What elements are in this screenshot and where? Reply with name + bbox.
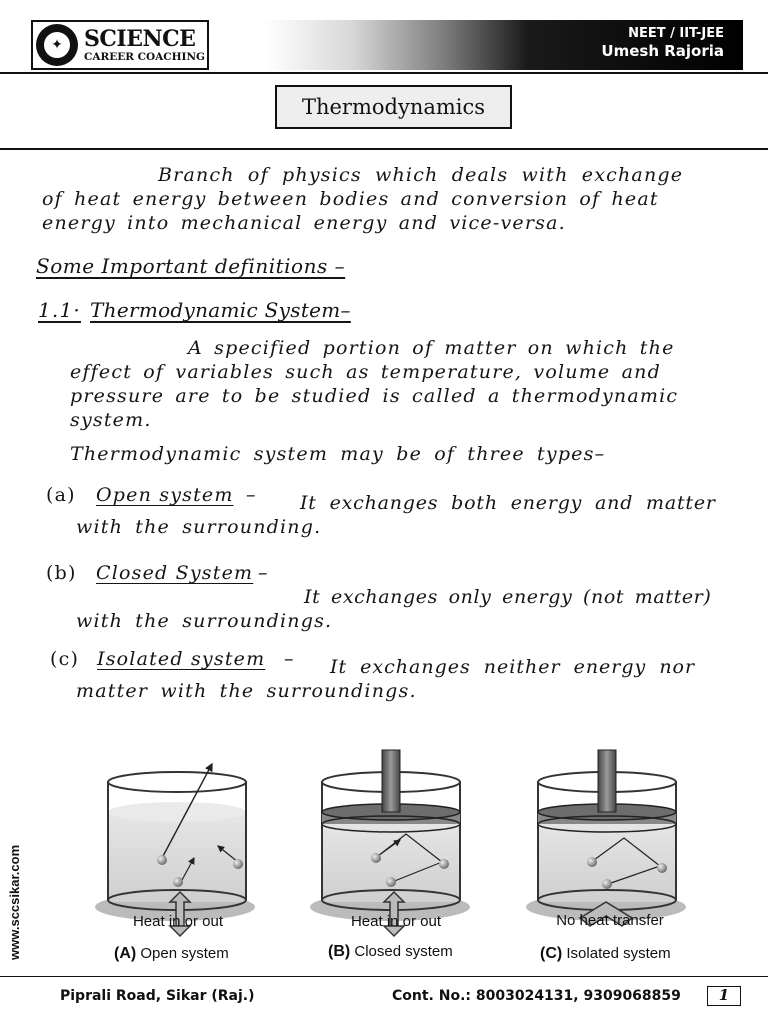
definition-line-4: system. bbox=[70, 409, 152, 431]
type-b-name: Closed System bbox=[96, 562, 254, 584]
diagram-b-name: Closed system bbox=[354, 943, 453, 960]
intro-line-2: of heat energy between bodies and conversion of heat bbox=[42, 188, 659, 210]
type-b-dash: – bbox=[258, 562, 269, 584]
diagram-c-name: Isolated system bbox=[566, 945, 671, 962]
exam-label: NEET / IIT-JEE bbox=[628, 26, 724, 41]
isolated-system-beaker bbox=[526, 750, 686, 926]
intro-line-3: energy into mechanical energy and vice-versa. bbox=[42, 212, 566, 234]
side-website-url: www.sccsikar.com bbox=[7, 844, 22, 960]
diagram-b-label bbox=[328, 943, 453, 961]
type-c-desc-line-2: matter with the surroundings. bbox=[76, 680, 417, 702]
footer-contact: Cont. No.: 8003024131, 9309068859 bbox=[392, 988, 681, 1004]
type-c-marker: (c) bbox=[50, 648, 80, 670]
type-a-marker: (a) bbox=[46, 484, 76, 506]
diagram-b-letter: (B) bbox=[328, 943, 351, 960]
diagram-b-caption: Heat in or out bbox=[350, 913, 442, 930]
diagram-a-name: Open system bbox=[140, 945, 229, 962]
type-a-name: Open system bbox=[96, 484, 234, 506]
type-a-desc-line-2: with the surrounding. bbox=[76, 516, 322, 538]
definitions-heading: Some Important definitions – bbox=[36, 254, 346, 278]
page-number: 1 bbox=[707, 986, 741, 1006]
page-title: Thermodynamics bbox=[275, 85, 512, 129]
footer-rule bbox=[0, 976, 768, 977]
diagram-a-letter: (A) bbox=[114, 945, 137, 962]
intro-line-1: Branch of physics which deals with exchange bbox=[158, 164, 684, 186]
definition-line-3: pressure are to be studied is called a thermodynamic bbox=[70, 385, 679, 407]
logo-subtitle: CAREER COACHING bbox=[84, 50, 206, 63]
type-b-desc-line-1: It exchanges only energy (not matter) bbox=[304, 586, 712, 608]
type-b-marker: (b) bbox=[46, 562, 77, 584]
diagram-c-label bbox=[540, 945, 671, 963]
type-a-dash: – bbox=[246, 484, 257, 506]
thermodynamic-systems-diagram bbox=[90, 712, 710, 972]
diagram-c-caption: No heat transfer bbox=[556, 912, 664, 929]
type-a-desc-line-1: It exchanges both energy and matter bbox=[300, 492, 716, 514]
header-rule bbox=[0, 72, 768, 74]
logo-title: SCIENCE bbox=[84, 25, 196, 52]
header-right bbox=[601, 26, 724, 61]
definition-line-1: A specified portion of matter on which the bbox=[188, 337, 675, 359]
definition-line-2: effect of variables such as temperature, volume and bbox=[70, 361, 661, 383]
page-header bbox=[0, 0, 768, 76]
type-c-dash: – bbox=[284, 648, 295, 670]
author-name: Umesh Rajoria bbox=[601, 42, 724, 61]
open-system-beaker bbox=[95, 764, 255, 936]
type-b-desc-line-2: with the surroundings. bbox=[76, 610, 333, 632]
diagram-a-label bbox=[114, 945, 229, 963]
type-c-desc-line-1: It exchanges neither energy nor bbox=[330, 656, 696, 678]
logo bbox=[31, 20, 209, 70]
footer-address: Piprali Road, Sikar (Raj.) bbox=[60, 988, 255, 1004]
title-rule bbox=[0, 148, 768, 150]
diagram-a-caption: Heat in or out bbox=[132, 913, 224, 930]
types-intro: Thermodynamic system may be of three types– bbox=[70, 443, 606, 465]
diagram-c-letter: (C) bbox=[540, 945, 563, 962]
section-heading: Thermodynamic System– bbox=[90, 298, 351, 322]
section-number: 1.1· bbox=[38, 298, 81, 322]
type-c-name: Isolated system bbox=[97, 648, 266, 670]
logo-emblem-icon: ✦ bbox=[36, 24, 78, 66]
closed-system-beaker bbox=[310, 750, 470, 936]
